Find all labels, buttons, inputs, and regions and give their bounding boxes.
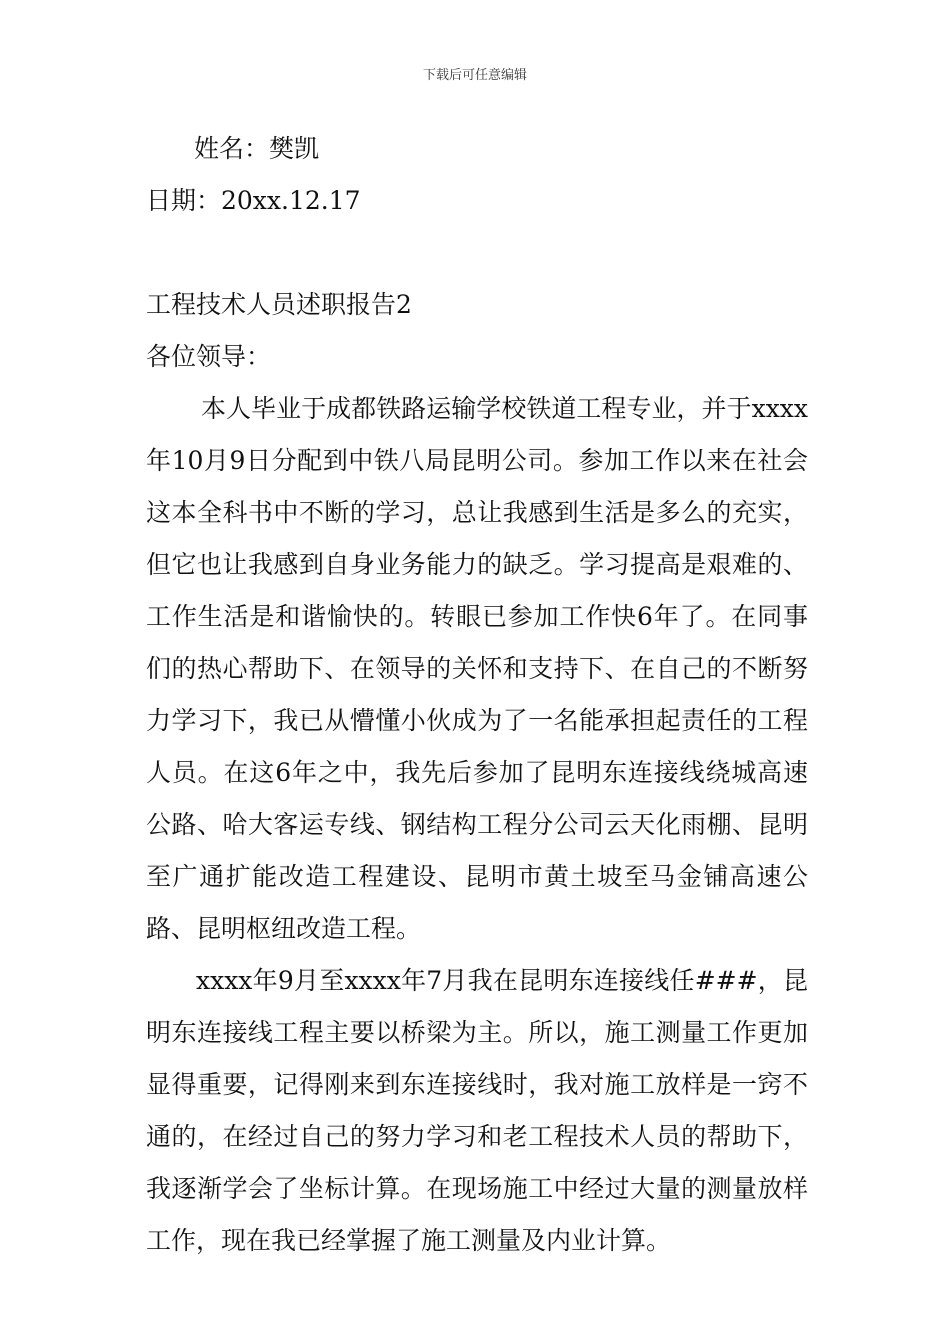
page-header: 下载后可任意编辑 xyxy=(422,68,527,83)
body-paragraph: 本人毕业于成都铁路运输学校铁道工程专业，并于xxxx年10月9日分配到中铁八局昆明公司。参加工作以来在社会这本全科书中不断的学习，总让我感到生活是多么的充实，但它也让我感到自身业务能力的缺乏。学习提高是艰难的、工作生活是和谐愉快的。转眼已参加工作快6年了。在同事们的热心帮助下、在领导的关怀和支持下、在自己的不断努力学习下，我已从懵懂小伙成为了一名能承担起责任的工程人员。在这6年之中，我先后参加了昆明东连接线绕城高速公路、哈大客运专线、钢结构工程分公司云天化雨棚、昆明至广通扩能改造工程建设、昆明市黄土坡至马金铺高速公路、昆明枢纽改造工程。 xyxy=(146,394,808,943)
salutation: 各位领导： xyxy=(146,342,272,371)
body-paragraph: xxxx年9月至xxxx年7月我在昆明东连接线任###，昆明东连接线工程主要以桥梁为主。所以，施工测量工作更加显得重要，记得刚来到东连接线时，我对施工放样是一窍不通的，在经过自己的努力学习和老工程技术人员的帮助下，我逐渐学会了坐标计算。在现场施工中经过大量的测量放样工作，现在我已经掌握了施工测量及内业计算。 xyxy=(146,966,808,1255)
document-body xyxy=(146,123,808,1267)
blank-line xyxy=(146,227,808,279)
document-date: 日期：20xx.12.17 xyxy=(146,186,361,215)
report-title: 工程技术人员述职报告2 xyxy=(146,290,412,319)
author-name: 姓名：樊凯 xyxy=(194,134,320,163)
